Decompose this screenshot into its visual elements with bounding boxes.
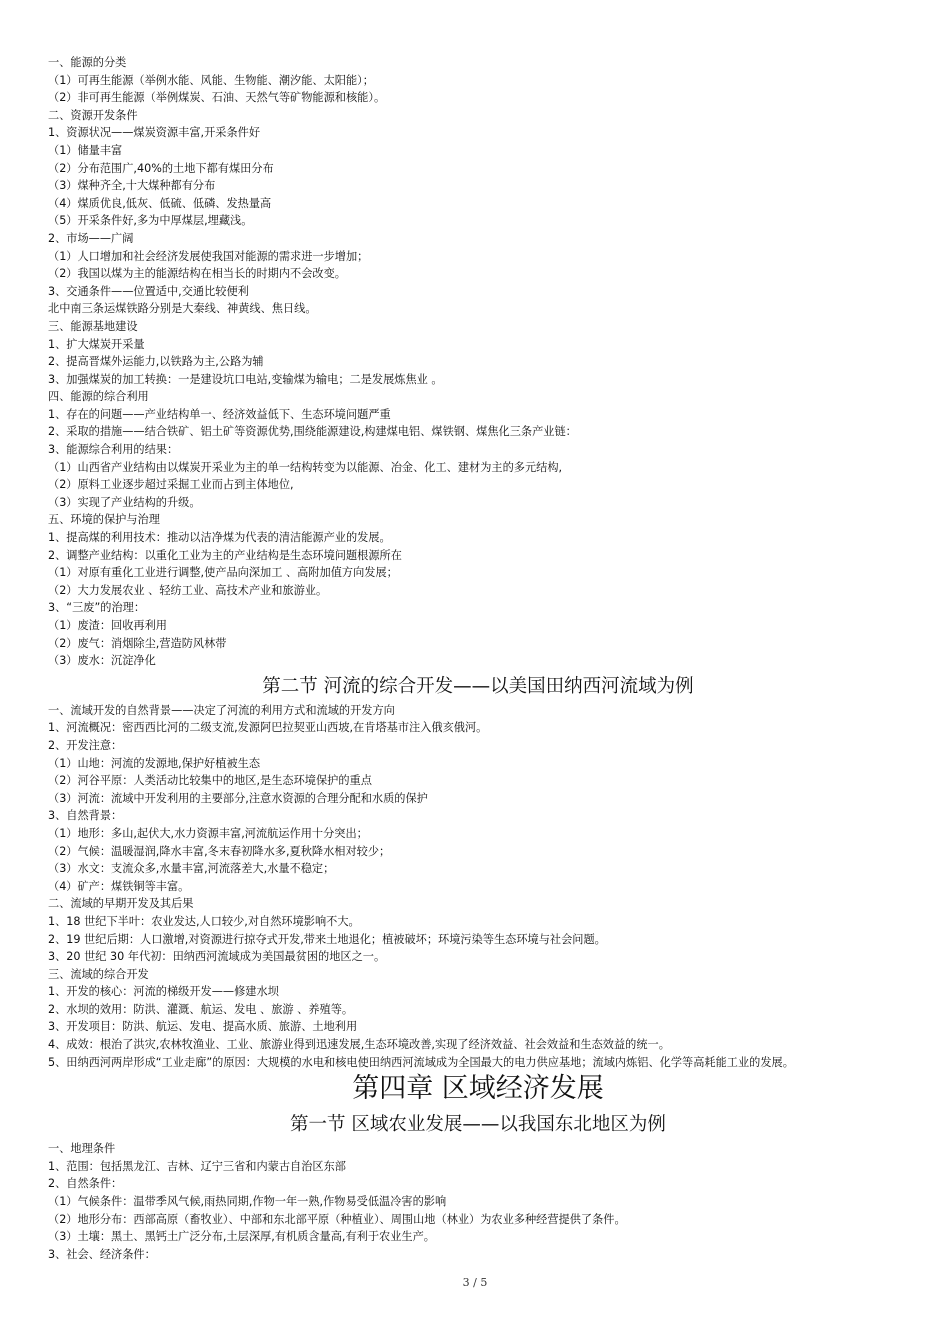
text-line: （3）废水：沉淀净化 [48, 654, 156, 668]
text-line: 2、采取的措施——结合铁矿、铝土矿等资源优势,围绕能源建设,构建煤电铝、煤铁钢、煤焦化三条产业链： [48, 425, 577, 439]
text-line: （4）矿产：煤铁铜等丰富。 [48, 879, 190, 893]
text-line: 1、存在的问题——产业结构单一、经济效益低下、生态环境问题严重 [48, 407, 391, 421]
text-line: 2、自然条件： [48, 1177, 123, 1191]
text-line: 3、自然背景： [48, 809, 123, 823]
text-line: 二、资源开发条件 [48, 108, 138, 122]
text-line: （2）非可再生能源（举例煤炭、石油、天然气等矿物能源和核能）。 [48, 91, 386, 105]
text-line: （2）废气：消烟除尘,营造防风林带 [48, 636, 227, 650]
text-line: （3）煤种齐全,十大煤种都有分布 [48, 179, 216, 193]
text-line: 3、加强煤炭的加工转换：一是建设坑口电站,变输煤为输电；二是发展炼焦业 。 [48, 372, 443, 386]
document-page [48, 54, 908, 1263]
text-line: 5、田纳西河两岸形成“工业走廊”的原因：大规模的水电和核电使田纳西河流域成为全国最大的电力供应基地；流域内炼铝、化学等高耗能工业的发展。 [48, 1055, 794, 1069]
text-line: 1、18 世纪下半叶：农业发达,人口较少,对自然环境影响不大。 [48, 914, 360, 928]
text-line: 1、开发的核心：河流的梯级开发——修建水坝 [48, 985, 279, 999]
text-line: 2、开发注意： [48, 738, 123, 752]
text-line: 1、扩大煤炭开采量 [48, 337, 145, 351]
section-river [48, 702, 908, 1071]
section-agriculture [48, 1140, 908, 1263]
section-energy [48, 54, 908, 670]
text-line: 3、“三废”的治理： [48, 601, 146, 615]
text-line: 3、社会、经济条件： [48, 1247, 156, 1261]
page-number: 3 / 5 [462, 1276, 488, 1289]
text-line: （1）地形：多山,起伏大,水力资源丰富,河流航运作用十分突出； [48, 826, 368, 840]
text-line: 3、开发项目：防洪、航运、发电、提高水质、旅游、土地利用 [48, 1020, 358, 1034]
text-line: 1、河流概况：密西西比河的二级支流,发源阿巴拉契亚山西坡,在肯塔基市注入俄亥俄河。 [48, 721, 488, 735]
text-line: （1）废渣：回收再利用 [48, 619, 167, 632]
text-line: 五、环境的保护与治理 [48, 513, 160, 527]
text-line: 1、范围：包括黑龙江、吉林、辽宁三省和内蒙古自治区东部 [48, 1159, 346, 1173]
text-line: （1）储量丰富 [48, 143, 123, 157]
text-line: 3、20 世纪 30 年代初：田纳西河流域成为美国最贫困的地区之一。 [48, 950, 386, 964]
text-line: （2）地形分布：西部高原（畜牧业）、中部和东北部平原（种植业）、周围山地（林业）为农业多种经营提供了条件。 [48, 1212, 626, 1226]
text-line: （4）煤质优良,低灰、低硫、低磷、发热量高 [48, 196, 272, 210]
text-line: 2、调整产业结构：以重化工业为主的产业结构是生态环境问题根源所在 [48, 548, 402, 562]
text-line: 北中南三条运煤铁路分别是大秦线、神黄线、焦日线。 [48, 302, 317, 316]
text-line: 二、流域的早期开发及其后果 [48, 897, 194, 911]
section-heading-river: 第二节 河流的综合开发——以美国田纳西河流域为例 [262, 675, 694, 697]
text-line: 四、能源的综合利用 [48, 390, 149, 404]
text-line: （3）实现了产业结构的升级。 [48, 495, 201, 509]
text-line: 2、19 世纪后期：人口激增,对资源进行掠夺式开发,带来土地退化；植被破坏；环境污染等生态环境与社会问题。 [48, 932, 606, 946]
text-line: （1）山西省产业结构由以煤炭开采业为主的单一结构转变为以能源、冶金、化工、建材为主的多元结构, [48, 460, 563, 474]
text-line: （1）气候条件：温带季风气候,雨热同期,作物一年一熟,作物易受低温冷害的影响 [48, 1195, 447, 1209]
text-line: （2）大力发展农业 、轻纺工业、高技术产业和旅游业。 [48, 583, 328, 597]
text-line: （1）山地：河流的发源地,保护好植被生态 [48, 756, 261, 770]
text-line: 4、成效：根治了洪灾,农林牧渔业、工业、旅游业得到迅速发展,生态环境改善,实现了经济效益、社会效益和生态效益的统一。 [48, 1038, 670, 1052]
section-heading-agriculture: 第一节 区域农业发展——以我国东北地区为例 [290, 1114, 666, 1136]
text-line: 3、交通条件——位置适中,交通比较便利 [48, 284, 249, 298]
text-line: 2、提高晋煤外运能力,以铁路为主,公路为辅 [48, 355, 264, 369]
text-line: 1、资源状况——煤炭资源丰富,开采条件好 [48, 126, 261, 140]
text-line: 3、能源综合利用的结果： [48, 443, 179, 457]
chapter-title: 第四章 区域经济发展 [352, 1073, 604, 1105]
text-line: 一、流域开发的自然背景——决定了河流的利用方式和流域的开发方向 [48, 703, 395, 717]
text-line: （3）水文：支流众多,水量丰富,河流落差大,水量不稳定； [48, 862, 335, 876]
text-line: （3）土壤：黑土、黑钙土广泛分布,土层深厚,有机质含量高,有利于农业生产。 [48, 1230, 435, 1244]
text-line: 一、能源的分类 [48, 56, 127, 69]
text-line: 2、市场——广阔 [48, 231, 134, 245]
text-line: （3）河流：流域中开发利用的主要部分,注意水资源的合理分配和水质的保护 [48, 791, 428, 805]
text-line: （2）气候：温暖湿润,降水丰富,冬末春初降水多,夏秋降水相对较少； [48, 844, 391, 858]
text-line: 1、提高煤的利用技术：推动以洁净煤为代表的清洁能源产业的发展。 [48, 531, 391, 545]
text-line: （2）原料工业逐步超过采掘工业而占到主体地位, [48, 478, 294, 492]
text-line: （2）分布范围广,40%的土地下都有煤田分布 [48, 161, 274, 175]
text-line: 三、能源基地建设 [48, 319, 138, 333]
text-line: （1）对原有重化工业进行调整,使产品向深加工 、高附加值方向发展； [48, 566, 398, 580]
text-line: （1）人口增加和社会经济发展使我国对能源的需求进一步增加； [48, 249, 369, 263]
text-line: 三、流域的综合开发 [48, 967, 149, 981]
text-line: 一、地理条件 [48, 1142, 116, 1156]
text-line: （2）河谷平原：人类活动比较集中的地区,是生态环境保护的重点 [48, 774, 372, 788]
text-line: （5）开采条件好,多为中厚煤层,埋藏浅。 [48, 214, 253, 228]
text-line: 2、水坝的效用：防洪、灌溉、航运、发电 、旅游 、养殖等。 [48, 1002, 354, 1016]
text-line: （2）我国以煤为主的能源结构在相当长的时期内不会改变。 [48, 267, 346, 281]
text-line: （1）可再生能源（举例水能、风能、生物能、潮汐能、太阳能）； [48, 73, 374, 87]
